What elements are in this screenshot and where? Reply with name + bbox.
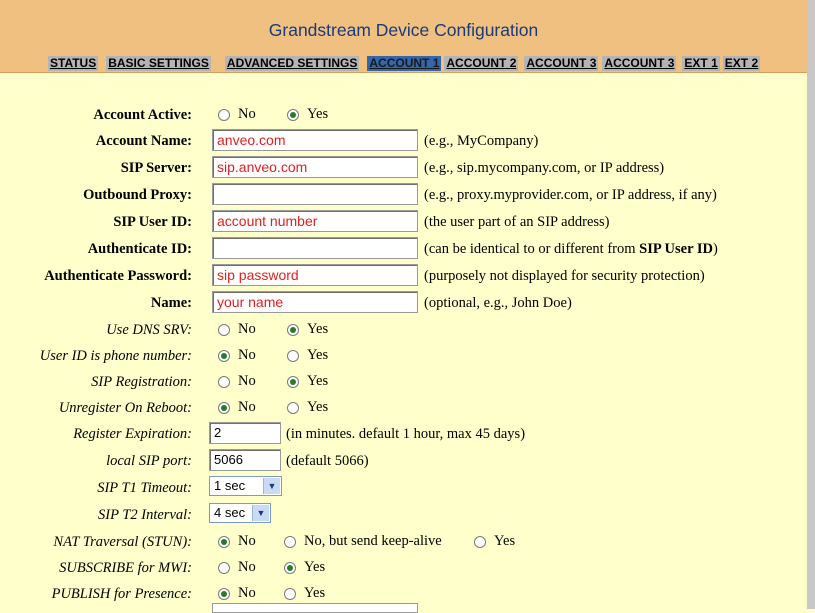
row-authenticate-password — [0, 264, 800, 290]
sip-server-hint: (e.g., sip.mycompany.com, or IP address) — [424, 160, 665, 176]
radio-icon[interactable] — [218, 109, 230, 121]
radio-checked-icon[interactable] — [287, 376, 299, 388]
row-unregister-reboot — [0, 396, 800, 422]
radio-checked-icon[interactable] — [218, 536, 230, 548]
row-account-name — [0, 129, 800, 155]
user-id-phone-no[interactable]: No — [218, 347, 256, 364]
row-sip-registration — [0, 370, 800, 396]
account-active-label: Account Active: — [93, 107, 192, 123]
row-use-dns-srv — [0, 318, 800, 344]
sip-server-input[interactable]: sip.anveo.com — [212, 156, 418, 178]
account-active-no[interactable]: No — [218, 106, 256, 123]
nat-traversal-yes[interactable]: Yes — [474, 533, 515, 550]
unregister-reboot-no[interactable]: No — [218, 399, 256, 416]
account-name-hint: (e.g., MyCompany) — [424, 133, 539, 149]
sip-t1-label: SIP T1 Timeout: — [97, 480, 192, 496]
tab-ext-1[interactable]: EXT 1 — [684, 56, 718, 70]
user-id-phone-label: User ID is phone number: — [39, 348, 192, 364]
row-nat-traversal — [0, 530, 800, 556]
nat-traversal-label: NAT Traversal (STUN): — [53, 534, 192, 550]
account-active-yes[interactable]: Yes — [287, 106, 328, 123]
tab-basic-settings[interactable]: BASIC SETTINGS — [108, 56, 209, 70]
use-dns-srv-label: Use DNS SRV: — [106, 322, 192, 338]
authenticate-password-input[interactable]: sip password — [212, 264, 418, 286]
row-sip-user-id — [0, 210, 800, 236]
sip-t2-select[interactable]: 4 sec ▼ — [209, 503, 271, 523]
next-field-input-partial[interactable] — [212, 603, 418, 613]
row-sip-t1 — [0, 476, 800, 502]
radio-checked-icon[interactable] — [218, 402, 230, 414]
radio-checked-icon[interactable] — [287, 109, 299, 121]
tab-ext-2[interactable]: EXT 2 — [724, 56, 759, 70]
local-sip-port-input[interactable]: 5066 — [209, 449, 281, 471]
row-name — [0, 291, 800, 317]
sip-user-id-input[interactable]: account number — [212, 210, 418, 232]
radio-icon[interactable] — [218, 324, 230, 336]
radio-icon[interactable] — [218, 562, 230, 574]
authenticate-id-input[interactable] — [212, 237, 418, 259]
account-name-input[interactable]: anveo.com — [212, 129, 418, 151]
row-local-sip-port — [0, 449, 800, 475]
radio-icon[interactable] — [284, 536, 296, 548]
nat-traversal-keepalive[interactable]: No, but send keep-alive — [284, 533, 442, 550]
register-expiration-label: Register Expiration: — [73, 426, 192, 442]
subscribe-mwi-label: SUBSCRIBE for MWI: — [59, 560, 192, 576]
sip-t2-label: SIP T2 Interval: — [98, 507, 192, 523]
nav-tabs — [48, 56, 760, 71]
publish-presence-no[interactable]: No — [218, 585, 256, 602]
row-authenticate-id — [0, 237, 800, 263]
name-label: Name: — [150, 295, 192, 311]
row-outbound-proxy — [0, 183, 800, 209]
local-sip-port-hint: (default 5066) — [286, 453, 369, 469]
sip-user-id-hint: (the user part of an SIP address) — [424, 214, 610, 230]
tab-account-3b[interactable]: ACCOUNT 3 — [604, 56, 675, 70]
radio-icon[interactable] — [287, 350, 299, 362]
radio-checked-icon[interactable] — [287, 324, 299, 336]
radio-icon[interactable] — [287, 402, 299, 414]
register-expiration-hint: (in minutes. default 1 hour, max 45 days) — [286, 426, 526, 442]
authenticate-id-label: Authenticate ID: — [87, 241, 192, 257]
authenticate-password-hint: (purposely not displayed for security protection) — [424, 268, 705, 284]
row-register-expiration — [0, 422, 800, 448]
name-input[interactable]: your name — [212, 291, 418, 313]
tab-account-3[interactable]: ACCOUNT 3 — [526, 56, 597, 70]
radio-checked-icon[interactable] — [284, 562, 296, 574]
outbound-proxy-label: Outbound Proxy: — [83, 187, 192, 203]
local-sip-port-label: local SIP port: — [106, 453, 192, 469]
tab-account-2[interactable]: ACCOUNT 2 — [446, 56, 517, 70]
unregister-reboot-yes[interactable]: Yes — [287, 399, 328, 416]
row-user-id-phone — [0, 344, 800, 370]
sip-registration-yes[interactable]: Yes — [287, 373, 328, 390]
sip-t1-select[interactable]: 1 sec ▼ — [209, 476, 282, 496]
chevron-down-icon[interactable]: ▼ — [263, 478, 280, 494]
window-frame-right — [807, 0, 815, 609]
row-account-active — [0, 103, 800, 129]
sip-registration-no[interactable]: No — [218, 373, 256, 390]
user-id-phone-yes[interactable]: Yes — [287, 347, 328, 364]
sip-server-label: SIP Server: — [120, 160, 192, 176]
outbound-proxy-input[interactable] — [212, 183, 418, 205]
tab-account-1[interactable]: ACCOUNT 1 — [369, 56, 440, 70]
radio-icon[interactable] — [474, 536, 486, 548]
register-expiration-input[interactable]: 2 — [209, 422, 281, 444]
sip-user-id-label: SIP User ID: — [113, 214, 192, 230]
row-sip-server — [0, 156, 800, 182]
authenticate-password-label: Authenticate Password: — [44, 268, 192, 284]
account-name-label: Account Name: — [95, 133, 192, 149]
unregister-reboot-label: Unregister On Reboot: — [58, 400, 192, 416]
sip-registration-label: SIP Registration: — [91, 374, 192, 390]
tab-advanced-settings[interactable]: ADVANCED SETTINGS — [226, 56, 358, 70]
radio-icon[interactable] — [218, 376, 230, 388]
page-title: Grandstream Device Configuration — [268, 20, 539, 40]
use-dns-srv-yes[interactable]: Yes — [287, 321, 328, 338]
subscribe-mwi-yes[interactable]: Yes — [284, 559, 325, 576]
subscribe-mwi-no[interactable]: No — [218, 559, 256, 576]
tab-status[interactable]: STATUS — [50, 56, 97, 70]
name-hint: (optional, e.g., John Doe) — [424, 295, 572, 311]
use-dns-srv-no[interactable]: No — [218, 321, 256, 338]
header-bar — [0, 0, 808, 73]
outbound-proxy-hint: (e.g., proxy.myprovider.com, or IP address, if any) — [424, 187, 717, 203]
radio-icon[interactable] — [284, 588, 296, 600]
publish-presence-label: PUBLISH for Presence: — [51, 586, 192, 602]
row-subscribe-mwi — [0, 556, 800, 582]
radio-checked-icon[interactable] — [218, 588, 230, 600]
nat-traversal-no[interactable]: No — [218, 533, 256, 550]
row-sip-t2 — [0, 503, 800, 529]
publish-presence-yes[interactable]: Yes — [284, 585, 325, 602]
radio-checked-icon[interactable] — [218, 350, 230, 362]
chevron-down-icon[interactable]: ▼ — [252, 505, 269, 521]
authenticate-id-hint: (can be identical to or different from SIP User ID) — [424, 241, 718, 257]
